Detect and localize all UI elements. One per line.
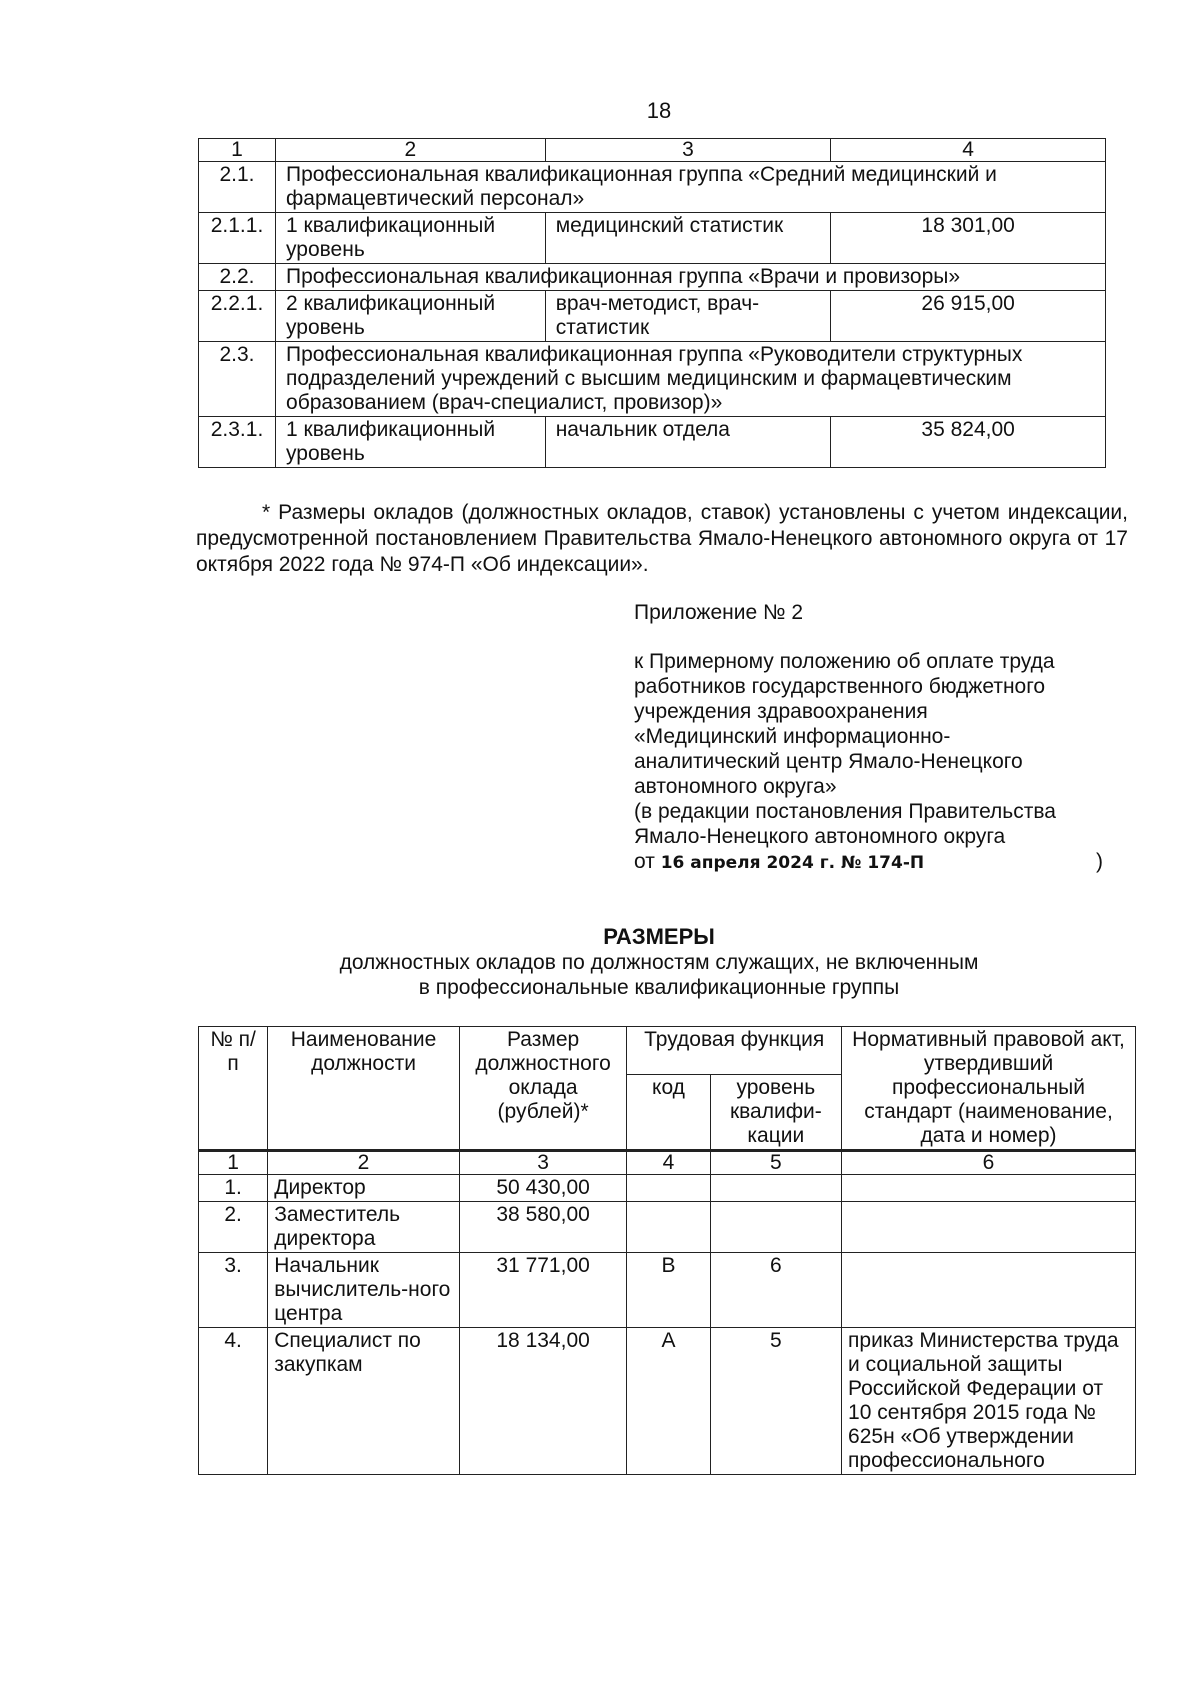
header-name: Наименование должности bbox=[268, 1027, 460, 1151]
column-number: 4 bbox=[627, 1151, 710, 1175]
resolution-date: 16 апреля 2024 г. № 174-П bbox=[660, 853, 925, 873]
header-cell: 2 bbox=[276, 139, 546, 162]
row-number: 2.3.1. bbox=[199, 417, 276, 468]
appendix-line: «Медицинский информационно- bbox=[634, 725, 951, 748]
table-row bbox=[199, 162, 1106, 213]
appendix-line: (в редакции постановления Правительства bbox=[634, 800, 1056, 823]
function-code bbox=[627, 1202, 710, 1253]
table-row bbox=[199, 1253, 1136, 1328]
appendix-title: Приложение № 2 bbox=[634, 601, 804, 624]
row-number: 1. bbox=[199, 1175, 268, 1202]
closing-parenthesis: ) bbox=[1096, 850, 1103, 873]
salary-table-qualification-groups bbox=[198, 138, 1106, 468]
qualification-level bbox=[710, 1175, 841, 1202]
function-code: В bbox=[627, 1253, 710, 1328]
appendix-line: работников государственного бюджетного bbox=[634, 675, 1046, 698]
column-number-row bbox=[199, 1151, 1136, 1175]
appendix-date-line bbox=[634, 849, 1114, 876]
position-name: врач-методист, врач-статистик bbox=[545, 291, 831, 342]
position-name: медицинский статистик bbox=[545, 213, 831, 264]
table-header-row bbox=[199, 139, 1106, 162]
table-row bbox=[199, 291, 1106, 342]
appendix-line: учреждения здравоохранения bbox=[634, 700, 928, 723]
header-cell: 3 bbox=[545, 139, 831, 162]
table-header-row bbox=[199, 1027, 1136, 1075]
salary-value: 50 430,00 bbox=[459, 1175, 627, 1202]
group-title: Профессиональная квалификационная группа «Врачи и провизоры» bbox=[276, 264, 1106, 291]
row-number: 2.3. bbox=[199, 342, 276, 417]
header-normative-act: Нормативный правовой акт, утвердивший профессиональный стандарт (наименование, дата и номер) bbox=[842, 1027, 1136, 1151]
date-prefix: от bbox=[634, 850, 655, 873]
salary-value: 26 915,00 bbox=[831, 291, 1106, 342]
normative-act bbox=[842, 1253, 1136, 1328]
footnote: * Размеры окладов (должностных окладов, ставок) установлены с учетом индексации, предусмотренной постановлением Правительства Ямало-Ненецкого автономного округа от 17 октября 2022 года № 974-П «Об индексации». bbox=[196, 501, 1128, 576]
position-name: Заместитель директора bbox=[268, 1202, 460, 1253]
position-name: начальник отдела bbox=[545, 417, 831, 468]
group-title: Профессиональная квалификационная группа «Руководители структурных подразделений учреждений с высшим медицинским и фармацевтическим образованием (врач-специалист, провизор)» bbox=[276, 342, 1106, 417]
header-cell: 4 bbox=[831, 139, 1106, 162]
qualification-level bbox=[710, 1202, 841, 1253]
table-row bbox=[199, 213, 1106, 264]
header-salary: Размер должностного оклада (рублей)* bbox=[459, 1027, 627, 1151]
column-number: 1 bbox=[199, 1151, 268, 1175]
appendix-block bbox=[634, 600, 1114, 876]
column-number: 6 bbox=[842, 1151, 1136, 1175]
table-row bbox=[199, 264, 1106, 291]
row-number: 4. bbox=[199, 1328, 268, 1475]
table-row bbox=[199, 342, 1106, 417]
normative-act bbox=[842, 1175, 1136, 1202]
normative-act: приказ Министерства труда и социальной защиты Российской Федерации от 10 сентября 2015 года № 625н «Об утверждении профессионального bbox=[842, 1328, 1136, 1475]
position-name: Директор bbox=[268, 1175, 460, 1202]
table-row bbox=[199, 1175, 1136, 1202]
header-cell: 1 bbox=[199, 139, 276, 162]
column-number: 2 bbox=[268, 1151, 460, 1175]
salary-value: 31 771,00 bbox=[459, 1253, 627, 1328]
row-number: 2.2. bbox=[199, 264, 276, 291]
row-number: 2.1. bbox=[199, 162, 276, 213]
position-name: Начальник вычислитель-ного центра bbox=[268, 1253, 460, 1328]
header-num: № п/п bbox=[199, 1027, 268, 1151]
header-labor-function: Трудовая функция bbox=[627, 1027, 842, 1075]
salary-value: 38 580,00 bbox=[459, 1202, 627, 1253]
qualification-level: 1 квалификационный уровень bbox=[276, 213, 546, 264]
heading-subtitle: должностных окладов по должностям служащих, не включенным bbox=[339, 951, 979, 974]
function-code: А bbox=[627, 1328, 710, 1475]
table-row bbox=[199, 1202, 1136, 1253]
salary-value: 35 824,00 bbox=[831, 417, 1106, 468]
qualification-level: 6 bbox=[710, 1253, 841, 1328]
function-code bbox=[627, 1175, 710, 1202]
section-heading bbox=[0, 924, 1200, 1000]
column-number: 3 bbox=[459, 1151, 627, 1175]
qualification-level: 5 bbox=[710, 1328, 841, 1475]
appendix-line: автономного округа» bbox=[634, 775, 837, 798]
row-number: 2.1.1. bbox=[199, 213, 276, 264]
heading-subtitle: в профессиональные квалификационные группы bbox=[418, 976, 900, 999]
appendix-line: аналитический центр Ямало-Ненецкого bbox=[634, 750, 1023, 773]
salary-table-positions bbox=[198, 1026, 1136, 1475]
normative-act bbox=[842, 1202, 1136, 1253]
table-row bbox=[199, 417, 1106, 468]
column-number: 5 bbox=[710, 1151, 841, 1175]
header-code: код bbox=[627, 1075, 710, 1151]
position-name: Специалист по закупкам bbox=[268, 1328, 460, 1475]
row-number: 3. bbox=[199, 1253, 268, 1328]
page-number: 18 bbox=[646, 98, 672, 123]
qualification-level: 1 квалификационный уровень bbox=[276, 417, 546, 468]
row-number: 2. bbox=[199, 1202, 268, 1253]
row-number: 2.2.1. bbox=[199, 291, 276, 342]
appendix-line: Ямало-Ненецкого автономного округа bbox=[634, 825, 1006, 848]
salary-value: 18 134,00 bbox=[459, 1328, 627, 1475]
header-level: уровень квалифи-кации bbox=[710, 1075, 841, 1151]
appendix-line: к Примерному положению об оплате труда bbox=[634, 650, 1055, 673]
table-row bbox=[199, 1328, 1136, 1475]
heading-title: РАЗМЕРЫ bbox=[603, 924, 715, 949]
group-title: Профессиональная квалификационная группа «Средний медицинский и фармацевтический персонал» bbox=[276, 162, 1106, 213]
salary-value: 18 301,00 bbox=[831, 213, 1106, 264]
qualification-level: 2 квалификационный уровень bbox=[276, 291, 546, 342]
